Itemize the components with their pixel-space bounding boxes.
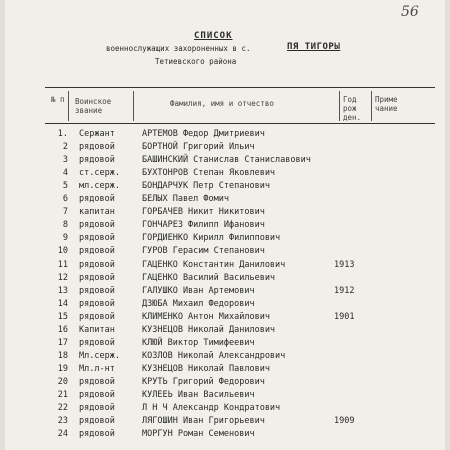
row-number: 22 [57,403,68,414]
column-divider [68,91,69,121]
row-rank: рядовой [79,194,115,205]
row-number: 19 [57,363,68,374]
row-rank: рядовой [79,416,115,427]
row-number: 1. [57,129,68,139]
row-number: 2 [62,142,68,153]
header-name: Фамилия, имя и отчество [170,99,274,108]
table-row [5,299,445,312]
column-divider [371,91,372,121]
document-title: СПИСОК [194,31,233,41]
row-rank: ст.серж. [79,168,120,179]
table-row [5,403,445,416]
row-number: 7 [62,207,68,218]
table-row [5,338,445,351]
row-name: ГАЦЕНКО Константин Данилович [142,259,286,270]
row-rank: мл.серж. [79,181,120,192]
row-name: КУЗНЕЦОВ Николай Павлович [142,363,270,374]
row-name: ГОНЧАРЕЗ Филипп Ифанович [142,220,265,231]
row-rank: рядовой [79,259,115,270]
table-row [5,377,445,390]
subtitle-line2: Тетиевского района [155,57,237,66]
table-row [5,351,445,364]
document-page [5,0,445,450]
table-row [5,325,445,338]
table-row [5,168,445,181]
page-number: 56 [401,4,419,20]
row-number: 20 [57,376,68,387]
row-name: Л Н Ч Александр Кондратович [142,403,281,414]
row-rank: рядовой [79,246,115,257]
row-number: 10 [57,246,68,257]
row-name: ГОРДИЕНКО Кирилл Филиппович [142,233,281,244]
table-row [5,429,445,442]
row-number: 18 [57,350,68,361]
row-rank: рядовой [79,155,115,166]
row-number: 14 [57,298,68,309]
table-row [5,260,445,273]
table-header-rule [45,123,435,124]
row-name: КУЗНЕЦОВ Николай Данилович [142,324,276,335]
row-name: ГУРОВ Герасим Степанович [142,246,265,257]
row-name: КРУТЬ Григорий Федорович [142,376,265,387]
row-rank: рядовой [79,311,115,322]
row-number: 21 [57,390,68,400]
row-rank: рядовой [79,390,115,400]
table-row [5,312,445,325]
row-name: БОРТНОЙ Григорий Ильич [142,142,255,153]
table-row [5,273,445,286]
column-divider [339,91,340,121]
table-row [5,220,445,233]
row-name: АРТЕМОВ Федор Дмитриевич [142,129,265,139]
row-name: ГАЦЕНКО Василий Васильевич [142,272,276,283]
row-birth-year: 1912 [334,285,355,296]
row-name: КУЛЕЕЬ Иван Васильевич [142,390,255,400]
row-name: ГОРБАЧЕВ Никит Никитович [142,207,265,218]
row-rank: рядовой [79,285,115,296]
row-rank: рядовой [79,337,115,348]
row-number: 6 [62,194,68,205]
table-row [5,181,445,194]
row-number: 9 [62,233,68,244]
header-year: Год рож ден. [343,95,362,122]
table-row [5,364,445,377]
row-name: ДЗЮБА Михаил Федорович [142,298,255,309]
row-rank: рядовой [79,403,115,414]
row-name: КЛИМЕНКО Антон Михайлович [142,311,270,322]
table-top-rule [45,87,435,88]
row-number: 17 [57,337,68,348]
row-name: БОНДАРЧУК Петр Степанович [142,181,270,192]
table-row [5,155,445,168]
row-rank: рядовой [79,429,115,440]
row-rank: рядовой [79,233,115,244]
row-rank: рядовой [79,298,115,309]
table-row [5,390,445,403]
row-number: 24 [57,429,68,440]
row-birth-year: 1913 [334,259,355,270]
header-no: № п [51,95,65,104]
row-number: 11 [57,259,68,270]
village-name: ПЯ ТИГОРЫ [287,42,341,52]
row-rank: капитан [79,207,115,218]
row-rank: Мл.серж. [79,350,120,361]
header-note: Приме чание [375,95,398,113]
row-number: 16 [57,324,68,335]
row-name: МОРГУН Роман Семенович [142,429,255,440]
row-number: 8 [62,220,68,231]
row-rank: рядовой [79,142,115,153]
row-name: ГАЛУШКО Иван Артемович [142,285,255,296]
table-row [5,142,445,155]
row-rank: Мл.л-нт [79,363,115,374]
row-number: 23 [57,416,68,427]
row-number: 13 [57,285,68,296]
row-name: БАШИНСКИЙ Станислав Станиславович [142,155,311,166]
table-row [5,246,445,259]
row-name: ЛЯГОШИН Иван Григорьевич [142,416,265,427]
column-divider [133,91,134,121]
table-row [5,416,445,429]
table-row [5,129,445,142]
row-number: 3 [62,155,68,166]
table-row [5,207,445,220]
row-rank: рядовой [79,376,115,387]
row-rank: Сержант [79,129,115,139]
row-number: 5 [62,181,68,192]
row-rank: рядовой [79,220,115,231]
row-birth-year: 1909 [334,416,355,427]
row-name: КОЗЛОВ Николай Александрович [142,350,286,361]
table-row [5,233,445,246]
row-rank: Капитан [79,324,115,335]
row-birth-year: 1901 [334,311,355,322]
row-number: 4 [62,168,68,179]
row-number: 15 [57,311,68,322]
row-name: БУХТОНРОВ Степан Яковлевич [142,168,276,179]
row-name: КЛЮЙ Виктор Тимифеевич [142,337,255,348]
subtitle-line1: военнослужащих захороненных в с. [106,44,251,53]
row-name: БЕЛЫХ Павел Фомич [142,194,229,205]
row-rank: рядовой [79,272,115,283]
row-number: 12 [57,272,68,283]
table-row [5,194,445,207]
header-rank: Воинское звание [75,97,112,115]
table-row [5,286,445,299]
